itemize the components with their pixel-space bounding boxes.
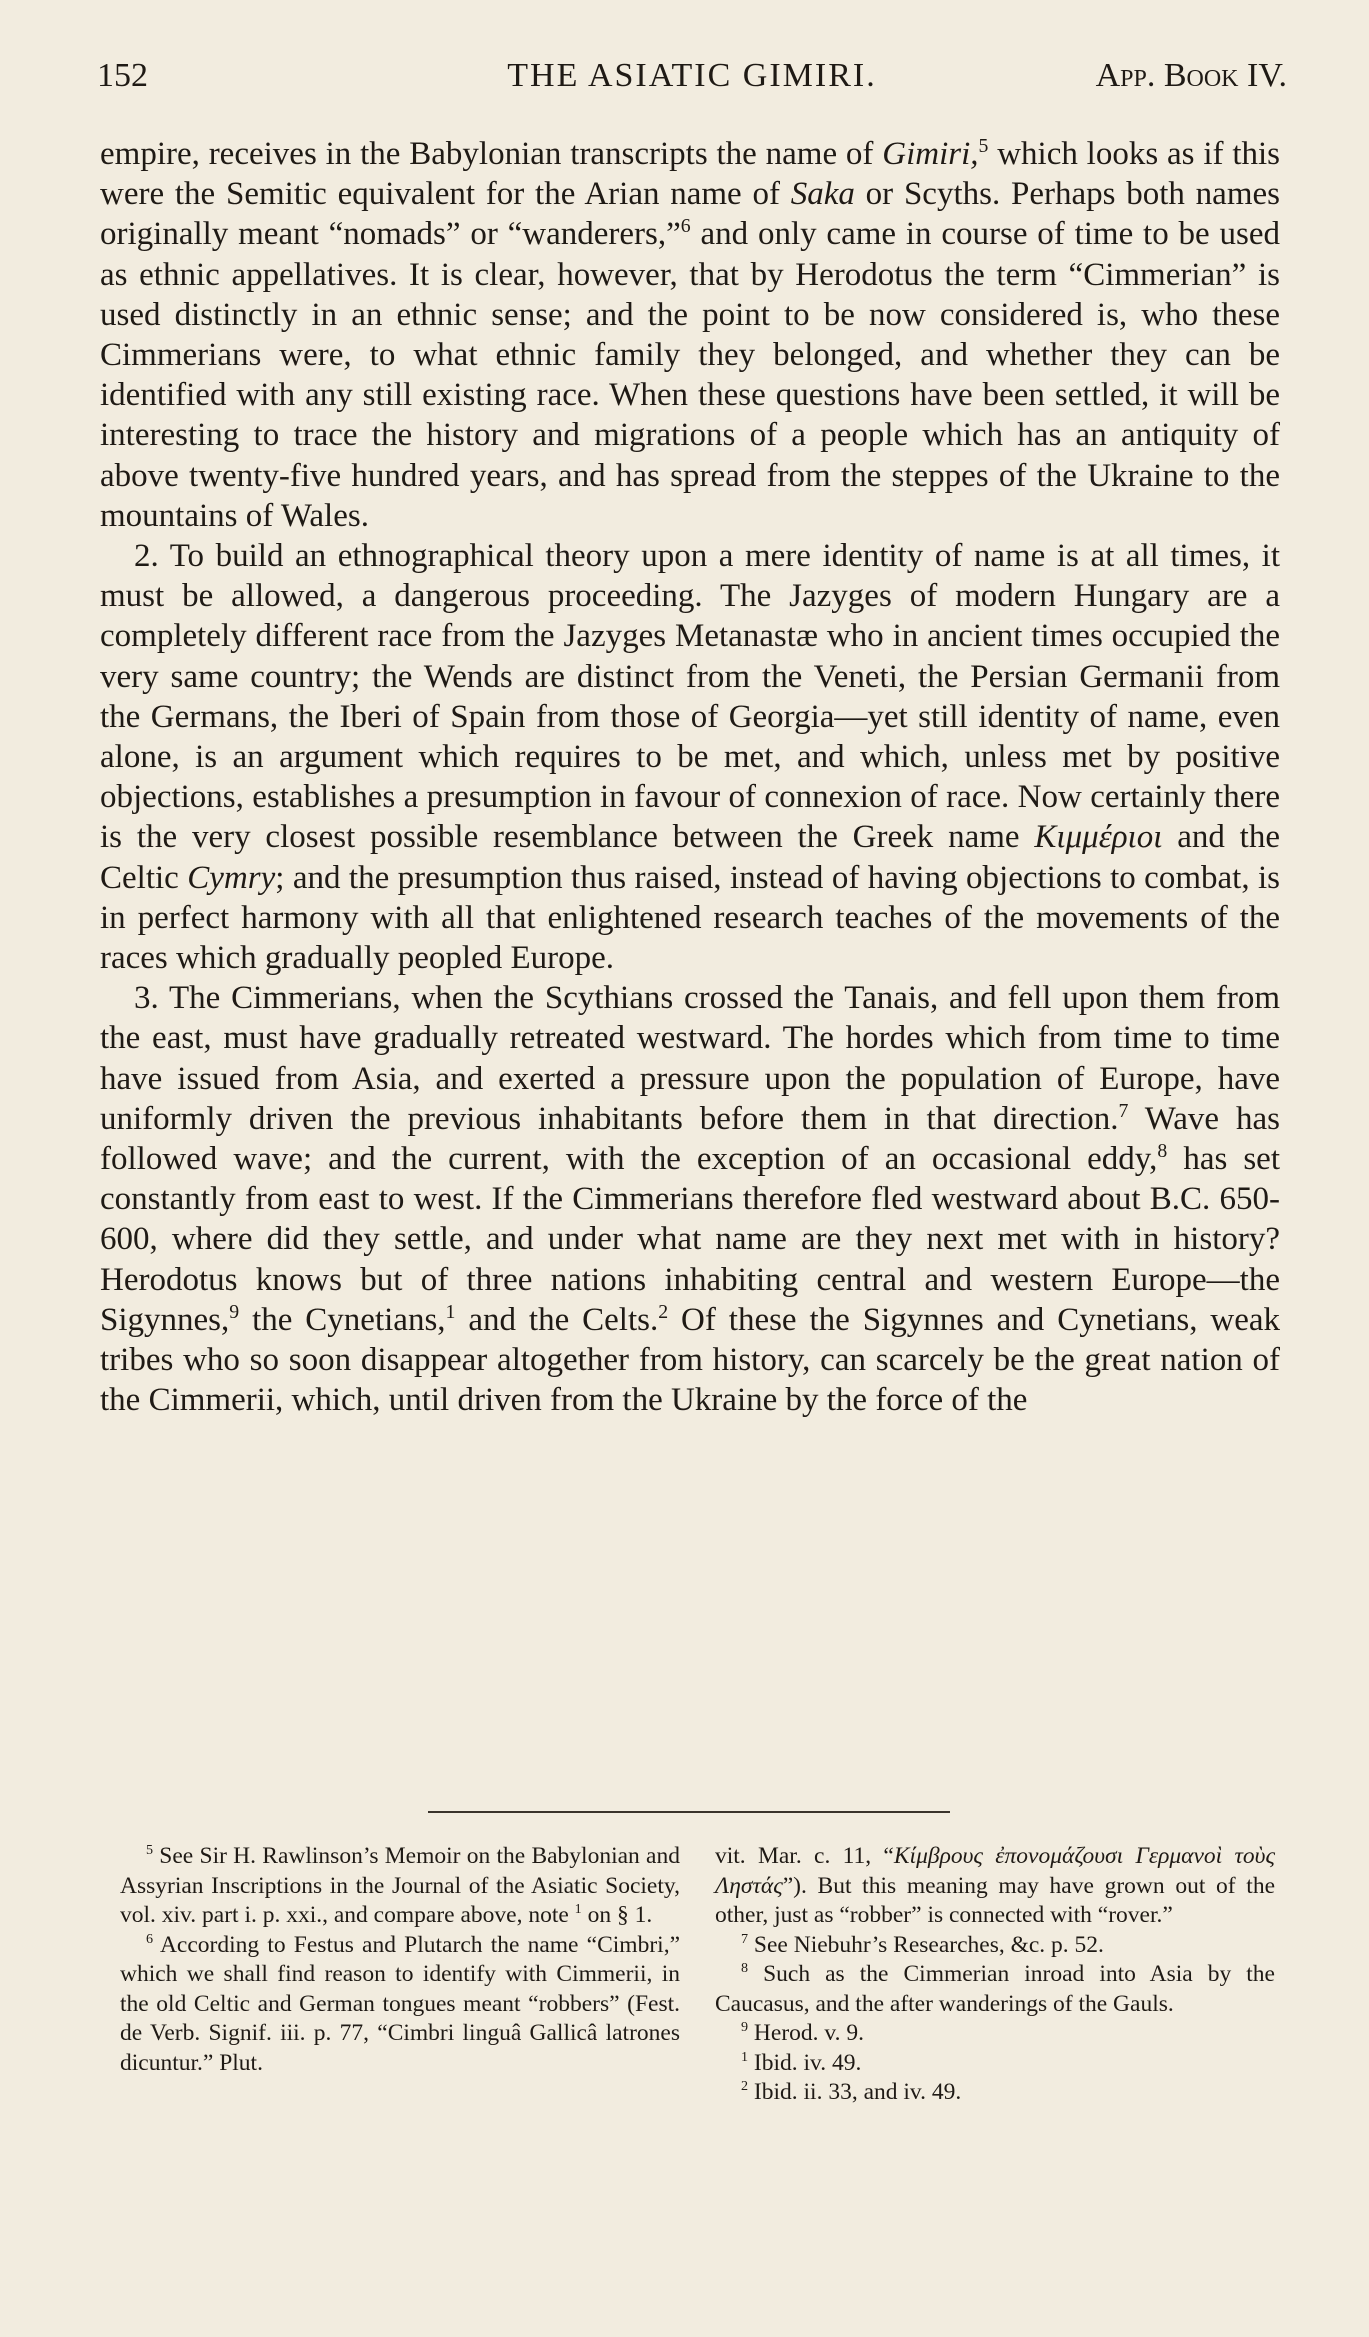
text-run: and the Celts. [455, 1301, 659, 1338]
text-run: 3. The Cimmerians, when the Scythians crossed the Tanais, and fell upon them from the east, must have gradually retreated westward. The hordes which from time to time have issued from Asia, and exerted a pressure upon the population of Europe, have uniformly driven the previous inhabitants before them in that direction. [100, 980, 1280, 1137]
footnote-6 [120, 1931, 680, 2079]
footnote-5 [120, 1842, 680, 1931]
footnote-text: Ibid. iv. 49. [748, 2049, 862, 2076]
running-title: THE ASIATIC GIMIRI. [507, 57, 877, 94]
footnote-text: Ibid. ii. 33, and iv. 49. [748, 2079, 962, 2105]
footnote-number: 2 [741, 2078, 749, 2095]
footnotes-right-column [715, 1842, 1275, 2108]
footnote-ref: 5 [978, 135, 989, 157]
text-run: which looks as if this were the Semitic equivalent for the Arian name of [100, 136, 1280, 213]
footnotes-left-column [120, 1842, 680, 2078]
text-run: 2. To build an ethnographical theory upon a mere identity of name is at all times, it must be allowed, a dangerous proceeding. The Jazyges of modern Hungary are a completely different race from the Jazyges Metanastæ who in ancient times occupied the very same country; the Wends are distinct from the Veneti, the Persian Germanii from the Germans, the Iberi of Spain from those of Georgia—yet still identity of name, even alone, is an argument which requires to be met, and which, unless met by positive objections, establishes a presumption in favour of connexion of race. Now certainly there is the very closest possible resemblance between the Greek name [100, 538, 1280, 856]
greek-term: Κιμμέριοι [1034, 819, 1163, 856]
text-run: Wave has followed wave; and the current, with the exception of an occasional eddy, [100, 1100, 1280, 1178]
page-number: 152 [97, 57, 148, 94]
footnote-ref: 2 [658, 1300, 669, 1323]
footnote-ref: 6 [680, 215, 691, 238]
main-text [100, 134, 1280, 1421]
footnote-text: See Niebuhr’s Researches, &c. p. 52. [748, 1931, 1104, 1958]
italic-term: Gimiri, [882, 136, 979, 172]
italic-term: Cymry [187, 859, 276, 896]
footnote-ref: 7 [1118, 1099, 1129, 1122]
footnote-text: on § 1. [581, 1902, 653, 1928]
running-header [97, 48, 1287, 104]
footnote-ref: 9 [229, 1300, 240, 1323]
footnote-rule [428, 1811, 950, 1813]
text-run: Of these the Sigynnes and Cynetians, weak tribes who so soon disappear altogether from history, can scarcely be the great nation of the Cimmerii, which, until driven from the Ukraine by the force of the [100, 1301, 1280, 1419]
footnote-text: ”). But this meaning may have grown out of the other, just as “robber” is connected with “rover.” [715, 1872, 1275, 1928]
footnote-8 [715, 1960, 1275, 2019]
footnote-ref: 8 [1157, 1140, 1168, 1163]
footnote-number: 8 [741, 1960, 749, 1977]
footnote-number: 7 [741, 1930, 749, 1947]
paragraph-1 [100, 134, 1280, 536]
footnote-2 [715, 2078, 1275, 2108]
text-run: has set constantly from east to west. If the Cimmerians therefore fled westward about B.C. 650-600, where did they settle, and under what name are they next met with in history? Herodotus knows but of three nations inhabiting central and western Europe—the Sigynnes, [100, 1141, 1281, 1338]
footnote-text: Herod. v. 9. [748, 2020, 864, 2046]
paragraph-3 [100, 978, 1280, 1420]
footnote-9 [715, 2019, 1275, 2049]
footnote-number: 6 [146, 1930, 154, 1947]
text-run: or Scyths. Perhaps both names originally meant “nomads” or “wanderers,” [100, 176, 1280, 253]
text-run: empire, receives in the Babylonian transcripts the name of [100, 136, 883, 172]
footnote-6-continued [715, 1842, 1275, 1931]
footnote-1 [715, 2049, 1275, 2079]
footnote-ref: 1 [574, 1901, 582, 1918]
greek-quote: Κίμβρους ἐπονομάζουσι Γερμανοὶ τοὺς Ληστάς [715, 1843, 1275, 1899]
footnote-text: According to Festus and Plutarch the name “Cimbri,” which we shall find reason to identify with Cimmerii, in the old Celtic and German tongues meant “robbers” (Fest. de Verb. Signif. iii. p. 77, “Cimbri linguâ Gallicâ latrones dicuntur.” Plut. [120, 1931, 680, 2076]
section-label: App. Book IV. [1095, 57, 1287, 94]
footnote-number: 1 [741, 2048, 749, 2065]
paragraph-2 [100, 536, 1280, 978]
text-run: ; and the presumption thus raised, instead of having objections to combat, is in perfect harmony with all that enlightened research teaches of the movements of the races which gradually peopled Europe. [100, 859, 1281, 977]
italic-term: Saka [790, 176, 855, 213]
footnote-number: 9 [741, 2019, 749, 2036]
footnote-text: vit. Mar. c. 11, “ [715, 1843, 894, 1869]
text-run: and the Celtic [100, 819, 1280, 896]
footnote-7 [715, 1931, 1275, 1961]
footnote-text: See Sir H. Rawlinson’s Memoir on the Babylonian and Assyrian Inscriptions in the Journal of the Asiatic Society, vol. xiv. part i. p. xxi., and compare above, note [120, 1843, 680, 1928]
footnote-ref: 1 [445, 1300, 456, 1323]
text-run: and only came in course of time to be used as ethnic appellatives. It is clear, however, that by Herodotus the term “Cimmerian” is used distinctly in an ethnic sense; and the point to be now considered is, who these Cimmerians were, to what ethnic family they belonged, and whether they can be identified with any still existing race. When these questions have been settled, it will be interesting to trace the history and migrations of a people which has an antiquity of above twenty-five hundred years, and has spread from the steppes of the Ukraine to the mountains of Wales. [100, 216, 1280, 534]
footnote-number: 5 [146, 1842, 154, 1859]
text-run: the Cynetians, [239, 1301, 446, 1338]
footnote-text: Such as the Cimmerian inroad into Asia by the Caucasus, and the after wanderings of the Gauls. [715, 1961, 1275, 2017]
